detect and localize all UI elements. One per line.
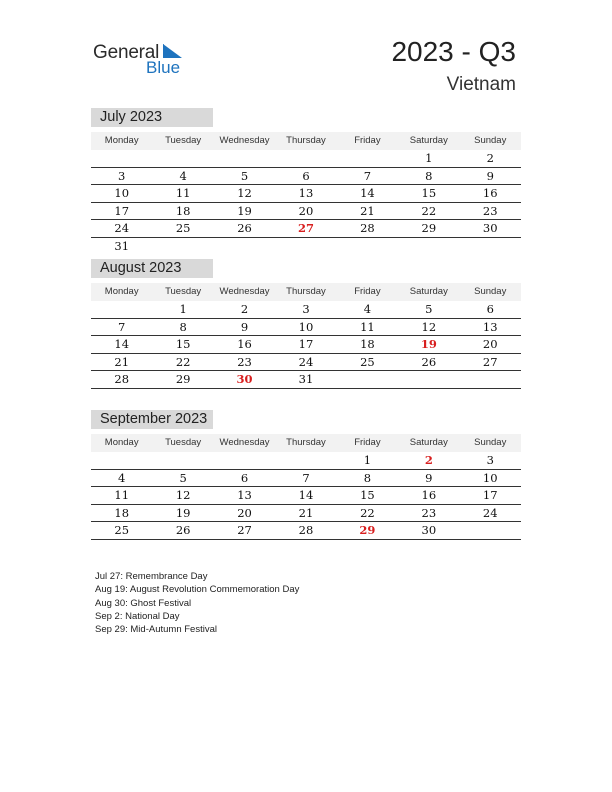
date-cell: 31	[114, 238, 130, 253]
date-cell: 13	[482, 319, 498, 334]
date-cell: 12	[421, 319, 437, 334]
date-cell: 21	[298, 505, 314, 520]
date-cell	[91, 452, 152, 469]
date-cell: 26	[237, 221, 252, 235]
date-cell: 26	[175, 523, 191, 537]
date-cell: 4	[179, 168, 187, 183]
date-cell: 4	[363, 302, 372, 316]
holiday-date-cell: 30	[236, 372, 253, 386]
date-cell: 30	[482, 221, 498, 235]
brand-name-blue: Blue	[146, 58, 181, 77]
holiday-note: Aug 30: Ghost Festival	[95, 597, 192, 609]
date-cell	[337, 150, 398, 167]
date-cell: 26	[421, 354, 437, 369]
brand-name-general: General	[93, 42, 160, 63]
week-row	[91, 470, 521, 488]
week-row	[91, 354, 521, 372]
holiday-note: Aug 19: August Revolution Commemoration Day	[95, 584, 300, 596]
page-title: 2023 - Q3	[391, 36, 516, 67]
date-cell	[460, 522, 521, 539]
weekday-label: Wednesday	[219, 437, 270, 448]
date-cell: 28	[298, 523, 314, 537]
date-cell: 11	[360, 319, 375, 334]
date-cell: 5	[179, 470, 187, 485]
date-cell: 10	[482, 470, 498, 485]
date-cell: 19	[175, 505, 191, 520]
date-cell: 24	[482, 505, 498, 520]
date-cell: 31	[298, 372, 314, 386]
date-cell: 13	[298, 186, 314, 200]
date-cell: 7	[363, 168, 372, 183]
date-cell: 1	[363, 453, 372, 467]
date-cell: 8	[179, 319, 187, 334]
week-row	[91, 203, 521, 221]
date-cell: 9	[425, 470, 433, 485]
date-cell: 29	[421, 221, 437, 235]
date-cell: 14	[360, 186, 375, 200]
weekday-label: Sunday	[474, 135, 507, 146]
holiday-note: Sep 29: Mid-Autumn Festival	[95, 624, 217, 636]
date-cell	[152, 452, 213, 469]
date-cell: 2	[240, 302, 249, 316]
date-cell	[91, 150, 152, 167]
week-row	[91, 452, 521, 470]
date-cell	[460, 238, 521, 255]
weekday-header-row	[91, 283, 521, 301]
date-cell: 17	[298, 337, 314, 351]
weekday-label: Friday	[354, 437, 381, 448]
date-cell: 14	[114, 337, 130, 351]
holiday-date-cell: 2	[424, 453, 433, 467]
date-cell	[337, 238, 398, 255]
weekday-label: Friday	[354, 135, 381, 146]
date-cell: 21	[360, 203, 375, 218]
weekday-label: Thursday	[286, 135, 326, 146]
country-name: Vietnam	[446, 74, 516, 95]
date-cell: 29	[175, 372, 191, 386]
date-cell: 6	[486, 302, 494, 316]
date-cell: 25	[360, 354, 375, 369]
week-row	[91, 150, 521, 168]
date-cell: 18	[360, 337, 375, 351]
date-cell: 1	[425, 151, 433, 165]
month-title: July 2023	[91, 108, 213, 127]
holiday-date-cell: 27	[297, 221, 314, 235]
month-calendar-august	[91, 259, 521, 389]
date-cell: 27	[482, 354, 498, 369]
date-cell: 15	[360, 488, 375, 502]
weekday-label: Monday	[104, 286, 139, 297]
date-cell: 28	[360, 221, 375, 235]
week-row	[91, 220, 521, 238]
date-cell: 12	[175, 488, 191, 502]
weekday-header-row	[91, 434, 521, 452]
date-cell	[398, 371, 459, 388]
weekday-label: Friday	[354, 286, 381, 297]
date-cell: 24	[298, 354, 314, 369]
month-calendar-september	[91, 410, 521, 540]
date-cell: 6	[240, 470, 249, 485]
date-cell	[337, 371, 398, 388]
weekday-label: Sunday	[474, 286, 507, 297]
date-cell: 5	[240, 168, 249, 183]
holiday-notes	[95, 570, 299, 636]
weekday-label: Saturday	[409, 135, 448, 146]
brand-logo	[93, 42, 193, 76]
date-cell: 23	[421, 505, 437, 520]
date-cell: 15	[175, 337, 191, 351]
weekday-label: Tuesday	[165, 437, 202, 448]
weekday-label: Saturday	[409, 437, 448, 448]
month-calendar-july	[91, 108, 521, 254]
date-cell: 25	[114, 523, 130, 537]
date-cell	[152, 238, 213, 255]
week-row	[91, 168, 521, 186]
date-cell	[214, 452, 275, 469]
weekday-label: Saturday	[409, 286, 448, 297]
week-row	[91, 371, 521, 389]
date-cell: 4	[118, 470, 126, 485]
weekday-label: Tuesday	[165, 286, 202, 297]
weekday-label: Thursday	[286, 286, 326, 297]
date-cell: 1	[179, 302, 187, 316]
weekday-label: Tuesday	[165, 135, 202, 146]
date-cell: 3	[486, 453, 494, 467]
holiday-note: Sep 2: National Day	[95, 610, 180, 622]
date-cell: 17	[114, 203, 130, 218]
date-cell: 23	[482, 203, 498, 218]
date-cell: 8	[363, 470, 372, 485]
date-cell	[214, 238, 275, 255]
date-cell: 6	[302, 168, 310, 183]
date-cell: 22	[421, 203, 437, 218]
date-cell: 5	[425, 302, 433, 316]
week-row	[91, 319, 521, 337]
weekday-label: Sunday	[474, 437, 507, 448]
date-cell: 20	[482, 337, 498, 351]
week-row	[91, 522, 521, 540]
date-cell: 11	[114, 488, 130, 502]
weekday-label: Monday	[104, 135, 139, 146]
date-cell: 16	[482, 186, 498, 200]
date-cell	[460, 371, 521, 388]
date-cell: 16	[237, 337, 252, 351]
date-cell: 17	[482, 488, 498, 502]
month-title: September 2023	[91, 410, 213, 429]
date-cell: 20	[298, 203, 314, 218]
date-cell: 7	[302, 470, 310, 485]
date-cell: 28	[114, 372, 130, 386]
date-cell	[275, 452, 336, 469]
date-cell: 21	[114, 354, 130, 369]
date-cell	[275, 238, 336, 255]
date-cell: 15	[421, 186, 437, 200]
holiday-date-cell: 29	[359, 523, 376, 537]
date-cell: 13	[237, 488, 252, 502]
date-cell	[275, 150, 336, 167]
holiday-note: Jul 27: Remembrance Day	[95, 571, 208, 582]
date-cell: 25	[175, 221, 191, 235]
date-cell: 3	[302, 302, 310, 316]
month-title: August 2023	[91, 259, 213, 278]
date-cell: 18	[114, 505, 130, 520]
date-cell: 9	[240, 319, 249, 334]
date-cell	[152, 150, 213, 167]
date-cell: 10	[298, 319, 314, 334]
date-cell: 8	[425, 168, 433, 183]
weekday-label: Wednesday	[219, 286, 270, 297]
week-row	[91, 336, 521, 354]
weekday-header-row	[91, 132, 521, 150]
weekday-label: Wednesday	[219, 135, 270, 146]
date-cell: 14	[298, 488, 314, 502]
date-cell: 18	[175, 203, 191, 218]
weekday-label: Monday	[104, 437, 139, 448]
date-cell: 10	[114, 186, 130, 200]
date-cell: 2	[486, 151, 494, 165]
date-cell: 11	[175, 186, 191, 200]
date-cell: 16	[421, 488, 437, 502]
date-cell: 22	[175, 354, 191, 369]
week-row	[91, 301, 521, 319]
holiday-date-cell: 19	[420, 337, 437, 351]
weekday-label: Thursday	[286, 437, 326, 448]
date-cell: 30	[421, 523, 437, 537]
date-cell: 23	[237, 354, 252, 369]
date-cell: 20	[237, 505, 252, 520]
date-cell: 19	[237, 203, 252, 218]
date-cell: 22	[360, 505, 375, 520]
week-row	[91, 505, 521, 523]
date-cell: 12	[237, 186, 252, 200]
date-cell	[214, 150, 275, 167]
date-cell	[91, 301, 152, 318]
date-cell: 27	[237, 523, 252, 537]
date-cell: 3	[118, 168, 126, 183]
week-row	[91, 238, 521, 255]
date-cell: 7	[118, 319, 126, 334]
date-cell	[398, 238, 459, 255]
week-row	[91, 185, 521, 203]
date-cell: 24	[114, 221, 130, 235]
brand-flag-icon	[163, 44, 183, 60]
date-cell: 9	[486, 168, 494, 183]
week-row	[91, 487, 521, 505]
